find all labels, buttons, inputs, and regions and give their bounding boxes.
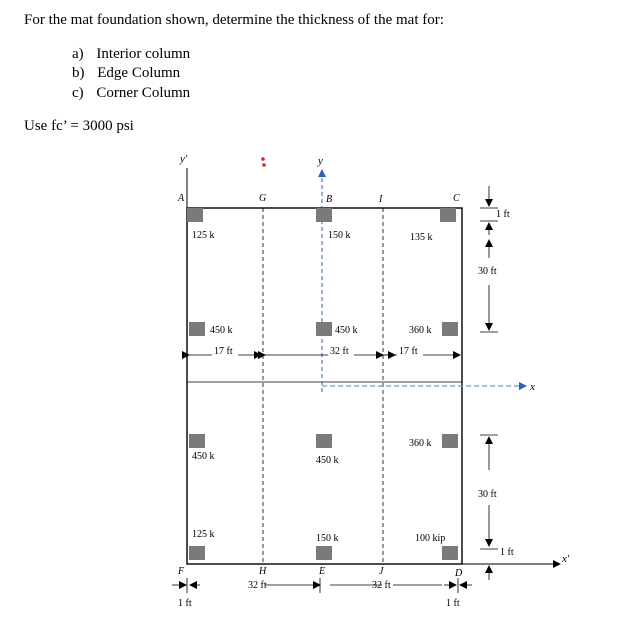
label-J: J: [379, 566, 384, 577]
load-label: 450 k: [192, 451, 215, 462]
load-label: 450 k: [316, 455, 339, 466]
label-C: C: [453, 193, 460, 204]
label-y: y: [318, 155, 323, 167]
dim-label: 32 ft: [248, 580, 267, 591]
column-bot-left: [189, 546, 205, 560]
column-mid2-left: [189, 434, 205, 448]
option-text: Interior column: [96, 46, 191, 62]
column-mid1-left: [189, 322, 205, 336]
label-B: B: [326, 194, 333, 205]
label-H: H: [259, 566, 267, 577]
dim-label: 32 ft: [372, 580, 391, 591]
load-label: 135 k: [410, 232, 433, 243]
dim-label: 1 ft: [446, 598, 460, 609]
dim-label: 17 ft: [214, 346, 233, 357]
label-I: I: [379, 194, 383, 205]
label-x: x: [530, 381, 535, 393]
column-top-left: [187, 208, 203, 222]
label-D: D: [455, 568, 463, 579]
label-y-prime: y′: [180, 153, 188, 165]
column-top-right: [440, 208, 456, 222]
column-bot-right: [442, 546, 458, 560]
load-label: 450 k: [335, 325, 358, 336]
label-F: F: [178, 566, 185, 577]
question-prompt: For the mat foundation shown, determine the thickness of the mat for:: [24, 12, 444, 28]
label-A: A: [178, 193, 185, 204]
label-x-prime: x′: [562, 553, 570, 565]
option-marker: b): [72, 65, 85, 81]
dim-label: 17 ft: [399, 346, 418, 357]
load-label: 150 k: [328, 230, 351, 241]
column-top-mid: [316, 208, 332, 222]
dim-label: 30 ft: [478, 266, 497, 277]
load-label: 125 k: [192, 230, 215, 241]
label-E: E: [319, 566, 326, 577]
dim-label: 1 ft: [500, 547, 514, 558]
label-G: G: [259, 193, 267, 204]
column-mid1-mid: [316, 322, 332, 336]
dim-label: 1 ft: [496, 209, 510, 220]
dim-label: 30 ft: [478, 489, 497, 500]
load-label: 450 k: [210, 325, 233, 336]
column-mid2-right: [442, 434, 458, 448]
dim-label: 32 ft: [330, 346, 349, 357]
dim-label: 1 ft: [178, 598, 192, 609]
given-fc: Use fc’ = 3000 psi: [24, 118, 134, 134]
option-text: Edge Column: [97, 65, 181, 81]
column-mid1-right: [442, 322, 458, 336]
column-mid2-mid: [316, 434, 332, 448]
load-label: 360 k: [409, 325, 432, 336]
red-dot: [261, 157, 265, 161]
column-bot-mid: [316, 546, 332, 560]
load-label: 150 k: [316, 533, 339, 544]
load-label: 100 kip: [415, 533, 446, 544]
load-label: 360 k: [409, 438, 432, 449]
option-marker: c): [72, 85, 84, 101]
option-text: Corner Column: [96, 85, 191, 101]
option-marker: a): [72, 46, 84, 62]
load-label: 125 k: [192, 529, 215, 540]
red-dot: [262, 163, 266, 167]
